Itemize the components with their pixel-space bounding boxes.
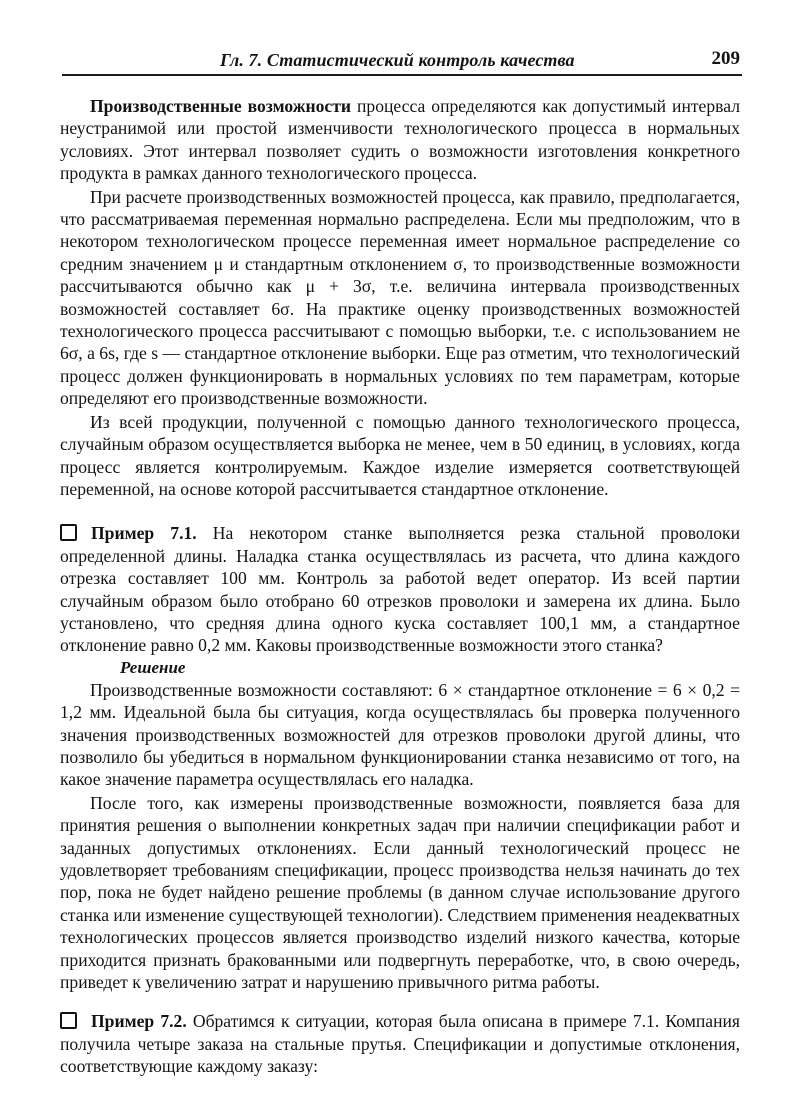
paragraph-definition <box>60 95 740 185</box>
example-7-2-label: Пример 7.2. <box>91 1011 187 1032</box>
page-number: 209 <box>711 48 740 69</box>
running-header <box>62 48 742 76</box>
paragraph-sampling: Из всей продукции, полученной с помощью данного технологического процесса, случайным образом осуществляется выборка не менее, чем в 50 единиц, в условиях, когда процесс является контролируемым. Каждое изделие измеряется соответствующей переменной, на основе которой рассчитывается стандартное отклонение. <box>60 411 740 499</box>
example-7-1-label: Пример 7.1. <box>91 523 197 544</box>
defined-term: Производственные возможности <box>90 96 351 116</box>
example-7-1-text: На некотором станке выполняется резка стальной проволоки определенной длины. Наладка станка осуществлялась из расчета, что длина каждого отрезка составляет 100 мм. Контроль за работой ведет оператор. Из всей партии случайным образом было отобрано 60 отрезков проволоки и замерена их длина. Было установлено, что средняя длина одного куска составляет 100,1 мм, а стандартное отклонение равно 0,2 мм. Каковы производственные возможности этого станка? <box>60 523 740 656</box>
example-box-icon <box>60 524 77 541</box>
chapter-title: Гл. 7. Статистический контроль качества <box>220 50 575 70</box>
page-body <box>60 95 740 1078</box>
solution-heading: Решение <box>120 657 186 677</box>
example-box-icon <box>60 1012 77 1029</box>
example-7-1 <box>60 522 740 656</box>
paragraph-decision: После того, как измерены производственные возможности, появляется база для принятия решения о выполнении конкретных задач при наличии спецификации работ и заданных допустимых отклонениях. Если данный технологический процесс не удовлетворяет требованиям спецификации, процесс производства нельзя начинать до тех пор, пока не будет найдено решение проблемы (в данном случае использование другого станка или изменение существующей технологии). Следствием применения неадекватных технологических процессов является производство изделий низкого качества, которые приходится признать бракованными или подвергнуть переработке, что, в свою очередь, приведет к увеличению затрат и нарушению привычного ритма работы. <box>60 792 740 993</box>
paragraph-solution: Производственные возможности составляют: 6 × стандартное отклонение = 6 × 0,2 = 1,2 мм. Идеальной была бы ситуация, когда осуществлялась бы проверка полученного значения производственных возможностей для отрезков проволоки другой длины, что позволило бы убедиться в нормальном функционировании станка независимо от того, на какое значение параметра осуществлялась его наладка. <box>60 679 740 790</box>
example-7-2-text: Обратимся к ситуации, которая была описана в примере 7.1. Компания получила четыре заказа на стальные прутья. Спецификации и допустимые отклонения, соответствующие каждому заказу: <box>60 1011 740 1077</box>
definition-text: процесса определяются как допустимый интервал неустранимой или простой изменчивости технологического процесса в нормальных условиях. Этот интервал позволяет судить о возможности изготовления конкретного продукта в рамках данного технологического процесса. <box>60 96 740 184</box>
paragraph-calculation: При расчете производственных возможностей процесса, как правило, предполагается, что рассматриваемая переменная нормально распределена. Если мы предположим, что в некотором технологическом процессе переменная имеет нормальное распределение со средним значением μ и стандартным отклонением σ, то производственные возможности рассчитываются обычно как μ + 3σ, т.е. величина интервала производственных возможностей составляет 6σ. На практике оценку производственных возможностей технологического процесса рассчитывают с помощью выборки, т.е. с использованием не 6σ, а 6s, где s — стандартное отклонение выборки. Еще раз отметим, что технологический процесс должен функционировать в нормальных условиях по тем параметрам, которые определяют его производственные возможности. <box>60 186 740 409</box>
example-7-2 <box>60 1010 740 1077</box>
